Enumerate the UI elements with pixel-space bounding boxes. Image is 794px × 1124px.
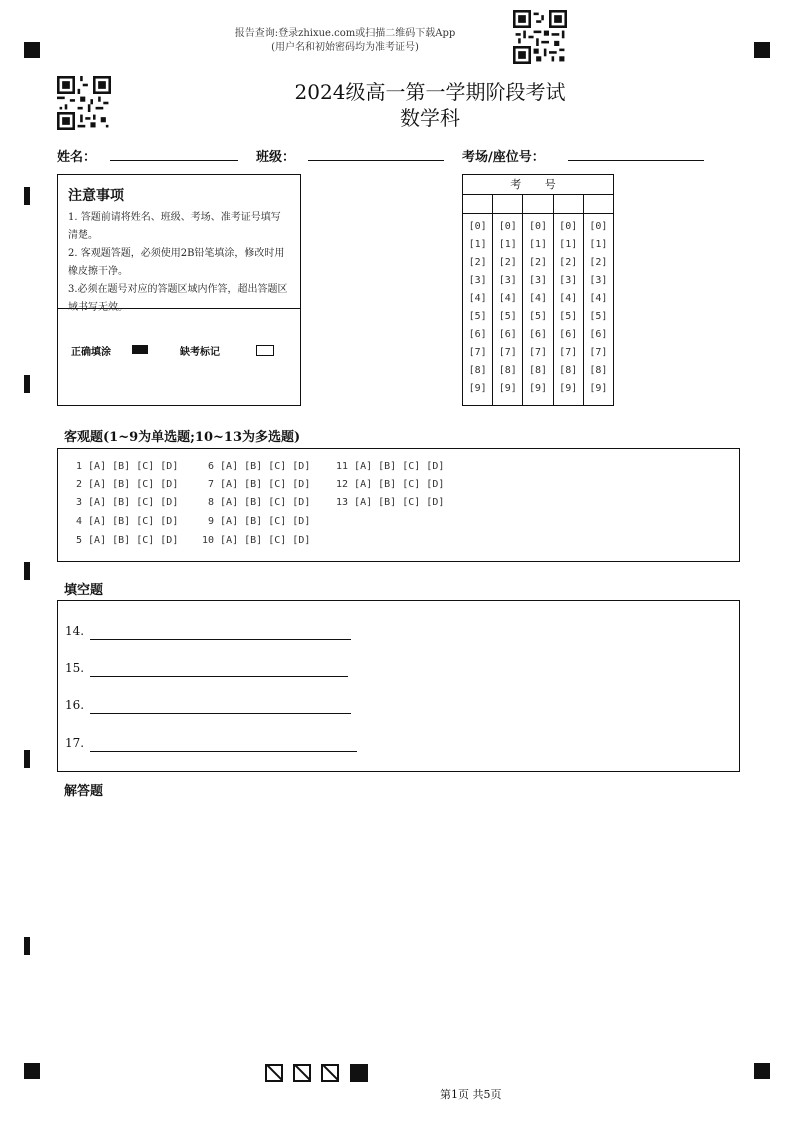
- mc-question[interactable]: 6 [A] [B] [C] [D]: [208, 461, 311, 472]
- correct-fill-sample: [132, 345, 148, 354]
- exam-number-write-cell[interactable]: [463, 195, 493, 213]
- digit-bubble[interactable]: [9]: [528, 383, 548, 394]
- exam-number-title: 考 号: [463, 175, 613, 195]
- digit-bubble[interactable]: [7]: [589, 347, 608, 358]
- digit-bubble[interactable]: [4]: [589, 293, 608, 304]
- mc-question[interactable]: 4 [A] [B] [C] [D]: [76, 516, 179, 527]
- page-marker-filled: [350, 1064, 368, 1082]
- qr-code-icon: [57, 76, 111, 130]
- exam-number-column: [523, 214, 553, 406]
- digit-bubble[interactable]: [5]: [468, 311, 487, 322]
- digit-bubble[interactable]: [5]: [589, 311, 608, 322]
- side-mark: [24, 187, 30, 205]
- alignment-mark: [24, 42, 40, 58]
- side-mark: [24, 562, 30, 580]
- exam-number-write-cell[interactable]: [493, 195, 523, 213]
- digit-bubble[interactable]: [8]: [498, 365, 517, 376]
- digit-bubble[interactable]: [6]: [528, 329, 548, 340]
- exam-number-write-cell[interactable]: [523, 195, 553, 213]
- room-seat-field[interactable]: [568, 160, 704, 161]
- digit-bubble[interactable]: [9]: [559, 383, 578, 394]
- digit-bubble[interactable]: [0]: [468, 221, 487, 232]
- fill-blank-answer-line[interactable]: [90, 639, 351, 640]
- objective-answer-box: [57, 448, 740, 562]
- mc-question[interactable]: 2 [A] [B] [C] [D]: [76, 479, 179, 490]
- fill-blank-section-title: 填空题: [64, 583, 104, 598]
- exam-number-write-cell[interactable]: [584, 195, 613, 213]
- fill-blank-answer-line[interactable]: [90, 676, 348, 677]
- mc-question[interactable]: 5 [A] [B] [C] [D]: [76, 535, 179, 546]
- digit-bubble[interactable]: [7]: [528, 347, 548, 358]
- fill-blank-number: 16.: [65, 698, 85, 712]
- room-seat-label: 考场/座位号：: [462, 150, 545, 165]
- exam-number-column: [584, 214, 613, 406]
- fill-blank-answer-line[interactable]: [90, 713, 351, 714]
- digit-bubble[interactable]: [1]: [559, 239, 578, 250]
- digit-bubble[interactable]: [2]: [589, 257, 608, 268]
- report-query-text: 报告查询:登录zhixue.com或扫描二维码下载App: [234, 28, 456, 39]
- mc-question[interactable]: 7 [A] [B] [C] [D]: [208, 479, 311, 490]
- answer-section-title: 解答题: [64, 784, 104, 799]
- exam-number-write-row: [463, 195, 613, 214]
- answer-writing-area[interactable]: [57, 800, 740, 1050]
- page-marker-icon: [321, 1064, 339, 1082]
- digit-bubble[interactable]: [8]: [528, 365, 548, 376]
- subject-title: 数学科: [400, 106, 460, 130]
- mc-question[interactable]: 1 [A] [B] [C] [D]: [76, 461, 179, 472]
- digit-bubble[interactable]: [3]: [468, 275, 487, 286]
- digit-bubble[interactable]: [9]: [498, 383, 517, 394]
- digit-bubble[interactable]: [3]: [498, 275, 517, 286]
- digit-bubble[interactable]: [9]: [468, 383, 487, 394]
- digit-bubble[interactable]: [6]: [589, 329, 608, 340]
- digit-bubble[interactable]: [2]: [498, 257, 517, 268]
- digit-bubble[interactable]: [6]: [468, 329, 487, 340]
- digit-bubble[interactable]: [2]: [468, 257, 487, 268]
- side-mark: [24, 375, 30, 393]
- digit-bubble[interactable]: [3]: [559, 275, 578, 286]
- digit-bubble[interactable]: [5]: [498, 311, 517, 322]
- digit-bubble[interactable]: [0]: [559, 221, 578, 232]
- exam-number-grid: [462, 174, 614, 406]
- digit-bubble[interactable]: [0]: [589, 221, 608, 232]
- digit-bubble[interactable]: [7]: [498, 347, 517, 358]
- digit-bubble[interactable]: [4]: [468, 293, 487, 304]
- digit-bubble[interactable]: [2]: [559, 257, 578, 268]
- class-label: 班级：: [256, 150, 296, 165]
- digit-bubble[interactable]: [8]: [559, 365, 578, 376]
- mc-question[interactable]: 3 [A] [B] [C] [D]: [76, 497, 179, 508]
- notice-item: 2. 客观题答题，必须使用2B铅笔填涂，修改时用橡皮擦干净。: [68, 248, 285, 277]
- notice-box: [57, 174, 301, 406]
- digit-bubble[interactable]: [1]: [468, 239, 487, 250]
- exam-number-column: [554, 214, 584, 406]
- fill-blank-number: 14.: [65, 624, 85, 638]
- digit-bubble[interactable]: [0]: [528, 221, 548, 232]
- digit-bubble[interactable]: [1]: [498, 239, 517, 250]
- notice-item: 3.必须在题号对应的答题区域内作答，超出答题区域书写无效。: [68, 284, 288, 313]
- digit-bubble[interactable]: [1]: [589, 239, 608, 250]
- alignment-mark: [754, 42, 770, 58]
- objective-section-title: 客观题(1~9为单选题;10~13为多选题): [64, 430, 301, 445]
- exam-number-column: [493, 214, 523, 406]
- absent-mark-box[interactable]: [256, 345, 274, 356]
- digit-bubble[interactable]: [0]: [498, 221, 517, 232]
- digit-bubble[interactable]: [6]: [498, 329, 517, 340]
- digit-bubble[interactable]: [1]: [528, 239, 548, 250]
- fill-blank-answer-line[interactable]: [90, 751, 357, 752]
- digit-bubble[interactable]: [6]: [559, 329, 578, 340]
- mc-question[interactable]: 12 [A] [B] [C] [D]: [336, 479, 445, 490]
- mc-question[interactable]: 8 [A] [B] [C] [D]: [208, 497, 311, 508]
- alignment-mark: [24, 1063, 40, 1079]
- page-marker-icon: [293, 1064, 311, 1082]
- mc-question[interactable]: 9 [A] [B] [C] [D]: [208, 516, 311, 527]
- mc-question[interactable]: 10 [A] [B] [C] [D]: [202, 535, 311, 546]
- notice-title: 注意事项: [68, 188, 124, 204]
- mc-question[interactable]: 11 [A] [B] [C] [D]: [336, 461, 445, 472]
- digit-bubble[interactable]: [8]: [589, 365, 608, 376]
- qr-code-icon: [513, 10, 567, 64]
- name-label: 姓名：: [57, 150, 97, 165]
- digit-bubble[interactable]: [2]: [528, 257, 548, 268]
- digit-bubble[interactable]: [3]: [528, 275, 548, 286]
- fill-blank-number: 15.: [65, 661, 85, 675]
- page-marker-icon: [265, 1064, 283, 1082]
- fill-blank-box: [57, 600, 740, 772]
- digit-bubble[interactable]: [4]: [559, 293, 578, 304]
- digit-bubble[interactable]: [4]: [528, 293, 548, 304]
- notice-item: 1. 答题前请将姓名、班级、考场、准考证号填写清楚。: [68, 212, 281, 241]
- digit-bubble[interactable]: [9]: [589, 383, 608, 394]
- class-field[interactable]: [308, 160, 444, 161]
- digit-bubble[interactable]: [7]: [468, 347, 487, 358]
- digit-bubble[interactable]: [8]: [468, 365, 487, 376]
- digit-bubble[interactable]: [3]: [589, 275, 608, 286]
- digit-bubble[interactable]: [7]: [559, 347, 578, 358]
- digit-bubble[interactable]: [5]: [528, 311, 548, 322]
- exam-title: 2024级高一第一学期阶段考试: [294, 80, 566, 104]
- fill-blank-number: 17.: [65, 736, 85, 750]
- alignment-mark: [754, 1063, 770, 1079]
- digit-bubble[interactable]: [4]: [498, 293, 517, 304]
- digit-bubble[interactable]: [5]: [559, 311, 578, 322]
- side-mark: [24, 937, 30, 955]
- name-field[interactable]: [110, 160, 238, 161]
- absent-mark-label: 缺考标记: [180, 347, 220, 358]
- correct-fill-label: 正确填涂: [71, 347, 111, 358]
- exam-number-column: [463, 214, 493, 406]
- exam-number-bubbles: [463, 214, 613, 406]
- report-query-note: (用户名和初始密码均为准考证号): [271, 42, 419, 53]
- mc-question[interactable]: 13 [A] [B] [C] [D]: [336, 497, 445, 508]
- page-number: 第1页 共5页: [440, 1088, 502, 1101]
- exam-number-write-cell[interactable]: [554, 195, 584, 213]
- side-mark: [24, 750, 30, 768]
